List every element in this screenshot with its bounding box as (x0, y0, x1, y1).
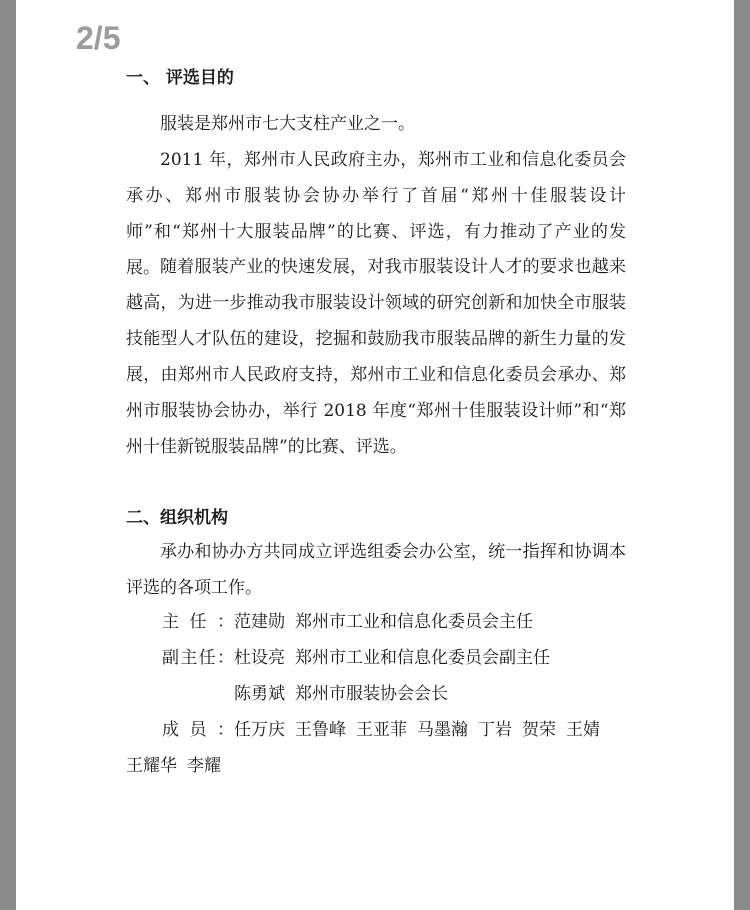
member-name: 丁岩 (478, 720, 512, 740)
members-row (162, 718, 600, 742)
person-title: 郑州市服装协会会长 (295, 684, 448, 704)
role-label: 副主任： (162, 648, 234, 668)
role-label: 成员： (162, 720, 234, 740)
paragraph: 随着服装产业的快速发展，对我市服装设计人才的要求也越来越高，为进一步推动我市服装设计领域的研究创新和加快全市服装技能型人才队伍的建设，挖掘和鼓励我市服装品牌的新生力量的发展，由郑州市人民政府支持，郑州市工业和信息化委员会承办、郑州市服装协会协办，举行 2018 年度“郑州十佳服装设计师”和“郑州十佳新锐服装品牌”的比赛、评选。 (126, 257, 626, 457)
member-name: 王亚菲 (356, 720, 407, 740)
member-name: 王婧 (566, 720, 600, 740)
director-row (162, 610, 533, 634)
member-name: 李耀 (187, 756, 221, 776)
member-name: 王鲁峰 (295, 720, 346, 740)
member-name: 贺荣 (522, 720, 556, 740)
deputy-row (162, 646, 550, 670)
person-name: 范建勋 (234, 612, 285, 632)
member-name: 王耀华 (126, 756, 177, 776)
person-title: 郑州市工业和信息化委员会主任 (295, 612, 533, 632)
member-name: 任万庆 (234, 720, 285, 740)
members-row-continued (126, 754, 221, 778)
member-name: 马墨瀚 (417, 720, 468, 740)
paragraph: 2011 年，郑州市人民政府主办，郑州市工业和信息化委员会承办、郑州市服装协会协办举行了首届“郑州十佳服装设计师”和“郑州十大服装品牌”的比赛、评选，有力推动了产业的发展。 (126, 150, 626, 278)
person-title: 郑州市工业和信息化委员会副主任 (295, 648, 550, 668)
section-heading-organization: 二、组织机构 (126, 508, 228, 528)
person-name: 杜设亮 (234, 648, 285, 668)
role-label: 主任： (162, 612, 234, 632)
person-name: 陈勇斌 (234, 684, 285, 704)
paragraph: 承办和协办方共同成立评选组委会办公室，统一指挥和协调本评选的各项工作。 (126, 542, 626, 598)
section-heading-purpose: 一、 评选目的 (126, 68, 234, 88)
page-indicator: 2/5 (76, 20, 121, 56)
deputy-row (234, 682, 448, 706)
paragraph: 服装是郑州市七大支柱产业之一。 (160, 114, 415, 134)
